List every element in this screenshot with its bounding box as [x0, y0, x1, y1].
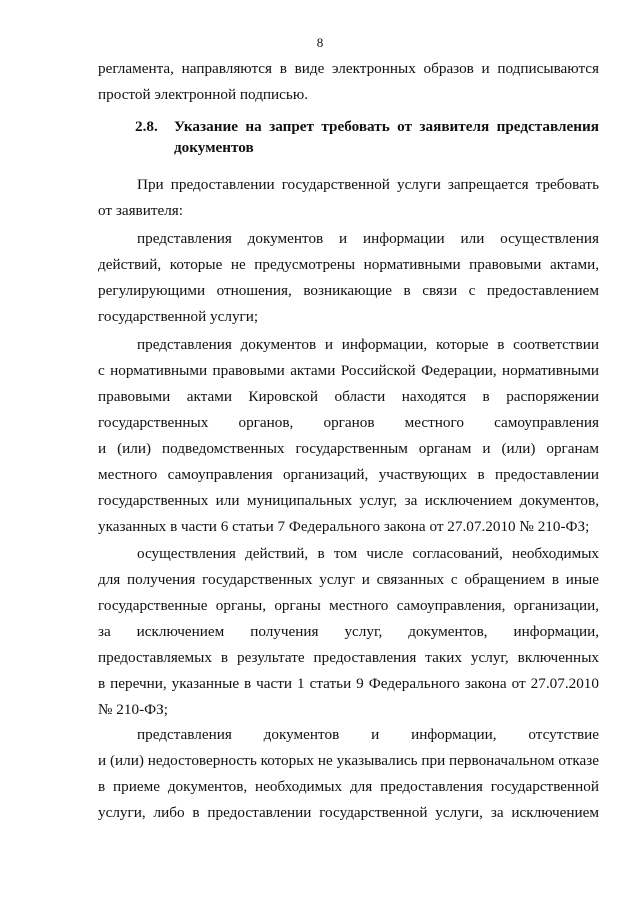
- text-line: № 210-ФЗ;: [98, 701, 168, 718]
- text-line: в приеме документов, необходимых для предоставления государственной: [98, 778, 599, 795]
- text-line: местного самоуправления организаций, участвующих в предоставлении: [98, 466, 599, 483]
- paragraph-item-1: [98, 226, 599, 330]
- paragraph-prohibition-intro: [98, 172, 599, 224]
- section-title-line: Указание на запрет требовать от заявителя представления: [174, 118, 599, 135]
- text-line: государственные органы, органы местного самоуправления, организации,: [98, 597, 599, 614]
- text-line: представления документов и информации, которые в соответствии: [137, 336, 599, 353]
- text-line: простой электронной подписью.: [98, 86, 308, 103]
- text-line: и (или) подведомственных государственным органам и (или) органам: [98, 440, 599, 457]
- text-line: услуги, либо в предоставлении государственной услуги, за исключением: [98, 804, 599, 821]
- text-line: и (или) недостоверность которых не указывались при первоначальном отказе: [98, 752, 599, 769]
- text-line: При предоставлении государственной услуги запрещается требовать: [137, 176, 599, 193]
- text-line: действий, которые не предусмотрены нормативными правовыми актами,: [98, 256, 599, 273]
- paragraph-item-3: [98, 541, 599, 723]
- text-line: регулирующими отношения, возникающие в связи с предоставлением: [98, 282, 599, 299]
- text-line: правовыми актами Кировской области находятся в распоряжении: [98, 388, 599, 405]
- section-title-line: документов: [174, 139, 254, 156]
- text-line: регламента, направляются в виде электронных образов и подписываются: [98, 60, 599, 77]
- text-line: в перечни, указанные в части 1 статьи 9 Федерального закона от 27.07.2010: [98, 675, 599, 692]
- text-line: государственных или муниципальных услуг, за исключением документов,: [98, 492, 599, 509]
- page-number: 8: [316, 35, 324, 50]
- text-line: от заявителя:: [98, 202, 184, 219]
- text-line: указанных в части 6 статьи 7 Федерального закона от 27.07.2010 № 210-ФЗ;: [98, 518, 590, 535]
- text-line: с нормативными правовыми актами Российской Федерации, нормативными: [98, 362, 599, 379]
- text-line: за исключением получения услуг, документов, информации,: [98, 623, 599, 640]
- text-line: государственной услуги;: [98, 308, 259, 325]
- text-line: представления документов и информации или осуществления: [137, 230, 599, 247]
- text-line: осуществления действий, в том числе согласований, необходимых: [137, 545, 599, 562]
- section-heading: [98, 116, 599, 158]
- text-line: для получения государственных услуг и связанных с обращением в иные: [98, 571, 599, 588]
- text-line: предоставляемых в результате предоставления таких услуг, включенных: [98, 649, 599, 666]
- paragraph-item-2: [98, 332, 599, 540]
- section-number: 2.8.: [135, 118, 158, 135]
- text-line: представления документов и информации, отсутствие: [137, 726, 599, 743]
- intro-paragraph: [98, 56, 599, 108]
- text-line: государственных органов, органов местного самоуправления: [98, 414, 599, 431]
- paragraph-item-4: [98, 722, 599, 826]
